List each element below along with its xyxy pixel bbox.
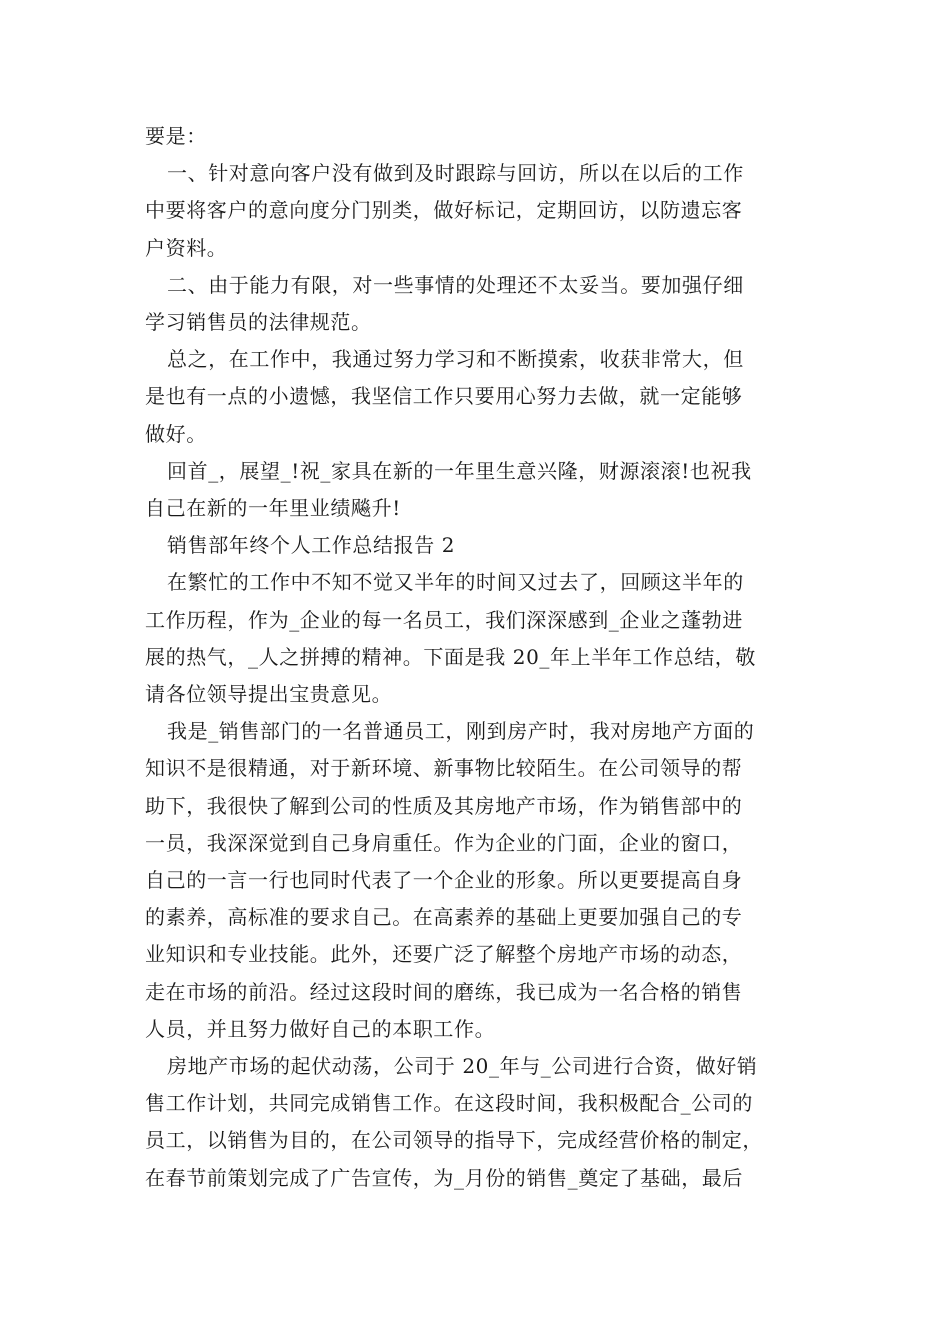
text-line-25: 人员，并且努力做好自己的本职工作。 bbox=[145, 1016, 496, 1041]
document-page bbox=[145, 118, 810, 1197]
text-line-1: 要是： bbox=[145, 124, 207, 148]
text-line-28: 员工，以销售为目的，在公司领导的指导下，完成经营价格的制定， bbox=[145, 1128, 763, 1153]
text-line-22: 的素养，高标准的要求自己。在高素养的基础上更要加强自己的专 bbox=[145, 905, 743, 930]
text-line-5: 二、由于能力有限，对一些事情的处理还不太妥当。要加强仔细 bbox=[167, 272, 744, 297]
text-line-17: 我是_销售部门的一名普通员工，刚到房产时，我对房地产方面的 bbox=[167, 719, 755, 744]
text-line-7: 总之，在工作中，我通过努力学习和不断摸索，收获非常大，但 bbox=[167, 347, 744, 372]
text-line-20: 一员，我深深觉到自己身肩重任。作为企业的门面，企业的窗口， bbox=[145, 830, 743, 855]
text-line-14: 工作历程，作为_企业的每一名员工，我们深深感到_企业之蓬勃进 bbox=[145, 607, 743, 632]
text-line-26: 房地产市场的起伏动荡，公司于 20_年与_公司进行合资，做好销 bbox=[167, 1054, 758, 1079]
text-line-11: 自己在新的一年里业绩飚升! bbox=[145, 496, 401, 521]
text-line-2: 一、针对意向客户没有做到及时跟踪与回访，所以在以后的工作 bbox=[167, 161, 744, 186]
text-line-15: 展的热气，_人之拼搏的精神。下面是我 20_年上半年工作总结，敬 bbox=[145, 644, 757, 669]
text-line-24: 走在市场的前沿。经过这段时间的磨练，我已成为一名合格的销售 bbox=[145, 979, 743, 1004]
text-line-29: 在春节前策划完成了广告宣传，为_月份的销售_奠定了基础，最后 bbox=[145, 1165, 743, 1190]
text-line-10: 回首_，展望_!祝_家具在新的一年里生意兴隆，财源滚滚!也祝我 bbox=[167, 458, 752, 483]
text-line-23: 业知识和专业技能。此外，还要广泛了解整个房地产市场的动态， bbox=[145, 942, 743, 967]
section-heading: 销售部年终个人工作总结报告 2 bbox=[167, 533, 456, 558]
text-line-18: 知识不是很精通，对于新环境、新事物比较陌生。在公司领导的帮 bbox=[145, 756, 743, 781]
text-line-19: 助下，我很快了解到公司的性质及其房地产市场，作为销售部中的 bbox=[145, 793, 743, 818]
text-line-16: 请各位领导提出宝贵意见。 bbox=[145, 682, 393, 707]
document-body bbox=[145, 118, 810, 1197]
text-line-4: 户资料。 bbox=[145, 235, 228, 260]
text-line-3: 中要将客户的意向度分门别类，做好标记，定期回访，以防遗忘客 bbox=[145, 198, 743, 223]
text-line-6: 学习销售员的法律规范。 bbox=[145, 310, 372, 335]
text-line-9: 做好。 bbox=[145, 421, 207, 446]
text-line-21: 自己的一言一行也同时代表了一个企业的形象。所以更要提高自身 bbox=[145, 868, 743, 893]
text-line-27: 售工作计划，共同完成销售工作。在这段时间，我积极配合_公司的 bbox=[145, 1091, 753, 1116]
text-line-13: 在繁忙的工作中不知不觉又半年的时间又过去了，回顾这半年的 bbox=[167, 570, 744, 595]
text-line-8: 是也有一点的小遗憾，我坚信工作只要用心努力去做，就一定能够 bbox=[145, 384, 743, 409]
